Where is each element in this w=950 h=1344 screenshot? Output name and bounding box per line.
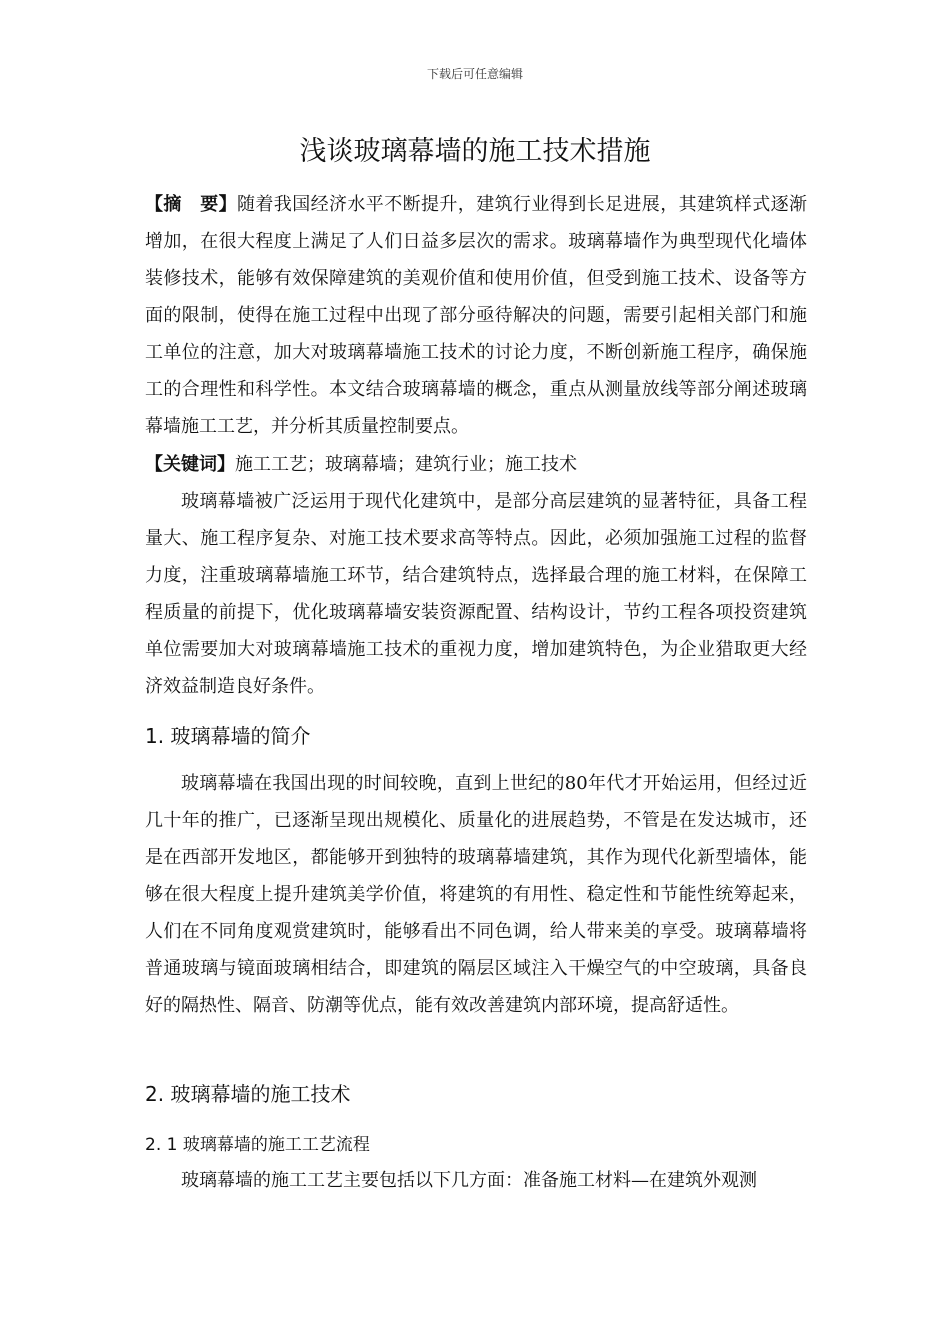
intro-paragraph: 玻璃幕墙被广泛运用于现代化建筑中，是部分高层建筑的显著特征，具备工程量大、施工程序复杂、对施工技术要求高等特点。因此，必须加强施工过程的监督力度，注重玻璃幕墙施工环节，结合建筑特点，选择最合理的施工材料，在保障工程质量的前提下，优化玻璃幕墙安装资源配置、结构设计，节约工程各项投资建筑单位需要加大对玻璃幕墙施工技术的重视力度，增加建筑特色，为企业猎取更大经济效益制造良好条件。: [145, 491, 807, 697]
section-2-heading: 2. 玻璃幕墙的施工技术: [145, 1082, 351, 1106]
abstract-text: 随着我国经济水平不断提升，建筑行业得到长足进展，其建筑样式逐渐增加，在很大程度上满足了人们日益多层次的需求。玻璃幕墙作为典型现代化墙体装修技术，能够有效保障建筑的美观价值和使用价值，但受到施工技术、设备等方面的限制，使得在施工过程中出现了部分亟待解决的问题，需要引起相关部门和施工单位的注意，加大对玻璃幕墙施工技术的讨论力度，不断创新施工程序，确保施工的合理性和科学性。本文结合玻璃幕墙的概念，重点从测量放线等部分阐述玻璃幕墙施工工艺，并分析其质量控制要点。: [145, 194, 807, 437]
section-1-paragraph: 玻璃幕墙在我国出现的时间较晚，直到上世纪的80年代才开始运用，但经过近几十年的推广，已逐渐呈现出规模化、质量化的进展趋势，不管是在发达城市，还是在西部开发地区，都能够开到独特的玻璃幕墙建筑，其作为现代化新型墙体，能够在很大程度上提升建筑美学价值，将建筑的有用性、稳定性和节能性统筹起来，人们在不同角度观赏建筑时，能够看出不同色调，给人带来美的享受。玻璃幕墙将普通玻璃与镜面玻璃相结合，即建筑的隔层区域注入干燥空气的中空玻璃，具备良好的隔热性、隔音、防潮等优点，能有效改善建筑内部环境，提高舒适性。: [145, 773, 807, 1016]
abstract-paragraph: [145, 186, 807, 445]
keywords-text: 施工工艺；玻璃幕墙；建筑行业；施工技术: [235, 454, 577, 475]
keywords-label: 【关键词】: [145, 454, 235, 475]
abstract-label: 【摘 要】: [145, 194, 237, 215]
document-title: 浅谈玻璃幕墙的施工技术措施: [299, 136, 651, 167]
section-2-1-paragraph: 玻璃幕墙的施工工艺主要包括以下几方面：准备施工材料—在建筑外观测: [181, 1170, 757, 1191]
header-note: 下载后可任意编辑: [426, 67, 523, 81]
section-1-heading: 1. 玻璃幕墙的简介: [145, 724, 311, 748]
keywords-line: [145, 446, 807, 483]
section-2-1-heading: 2. 1 玻璃幕墙的施工工艺流程: [145, 1135, 370, 1155]
